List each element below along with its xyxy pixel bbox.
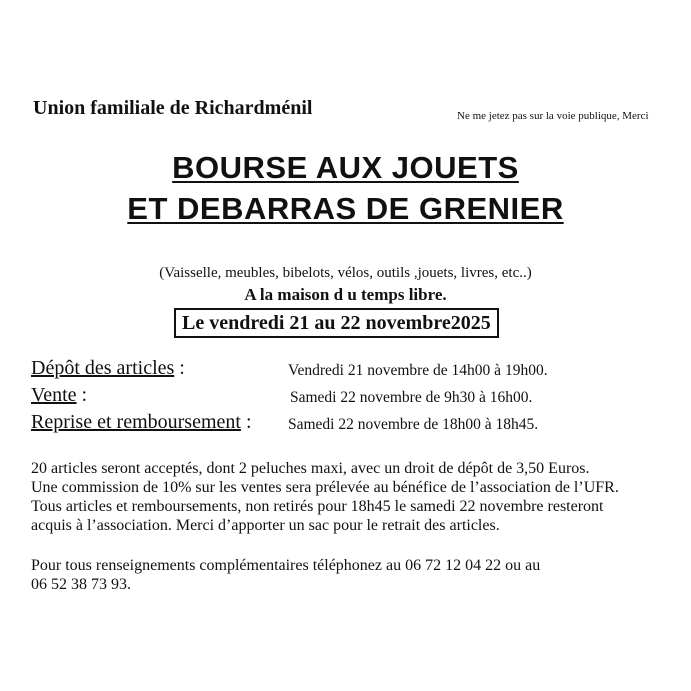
organization-name: Union familiale de Richardménil [33, 97, 313, 119]
contact-line: Pour tous renseignements complémentaires téléphonez au 06 72 12 04 22 ou au [31, 557, 541, 574]
schedule-value-deposit: Vendredi 21 novembre de 14h00 à 19h00. [288, 362, 548, 379]
schedule-label-sale [31, 384, 87, 407]
schedule-label-refund [31, 411, 252, 434]
contact-line: 06 52 38 73 93. [31, 576, 131, 593]
schedule-label-deposit [31, 357, 185, 380]
schedule-value-refund: Samedi 22 novembre de 18h00 à 18h45. [288, 416, 539, 433]
conditions-line: acquis à l’association. Merci d’apporter un sac pour le retrait des articles. [31, 517, 500, 534]
item-categories: (Vaisselle, meubles, bibelots, vélos, outils ,jouets, livres, etc..) [159, 265, 532, 281]
schedule-value-sale: Samedi 22 novembre de 9h30 à 16h00. [290, 389, 533, 406]
schedule-label-text: Reprise et remboursement [31, 411, 241, 433]
page-title-line-2: ET DEBARRAS DE GRENIER [127, 191, 564, 226]
event-location: A la maison d u temps libre. [244, 285, 447, 304]
schedule-label-separator: : [76, 384, 88, 406]
conditions-line: 20 articles seront acceptés, dont 2 peluches maxi, avec un droit de dépôt de 3,50 Euros. [31, 460, 590, 477]
disposal-notice: Ne me jetez pas sur la voie publique, Merci [457, 110, 649, 122]
conditions-line: Une commission de 10% sur les ventes sera prélevée au bénéfice de l’association de l’UFR. [31, 479, 619, 496]
conditions-line: Tous articles et remboursements, non retirés pour 18h45 le samedi 22 novembre resteront [31, 498, 604, 515]
event-date-box: Le vendredi 21 au 22 novembre2025 [174, 308, 499, 338]
schedule-label-separator: : [240, 411, 252, 433]
schedule-label-separator: : [174, 357, 185, 379]
schedule-label-text: Vente [31, 384, 77, 406]
page-title-line-1: BOURSE AUX JOUETS [172, 150, 519, 185]
schedule-label-text: Dépôt des articles [31, 357, 175, 379]
